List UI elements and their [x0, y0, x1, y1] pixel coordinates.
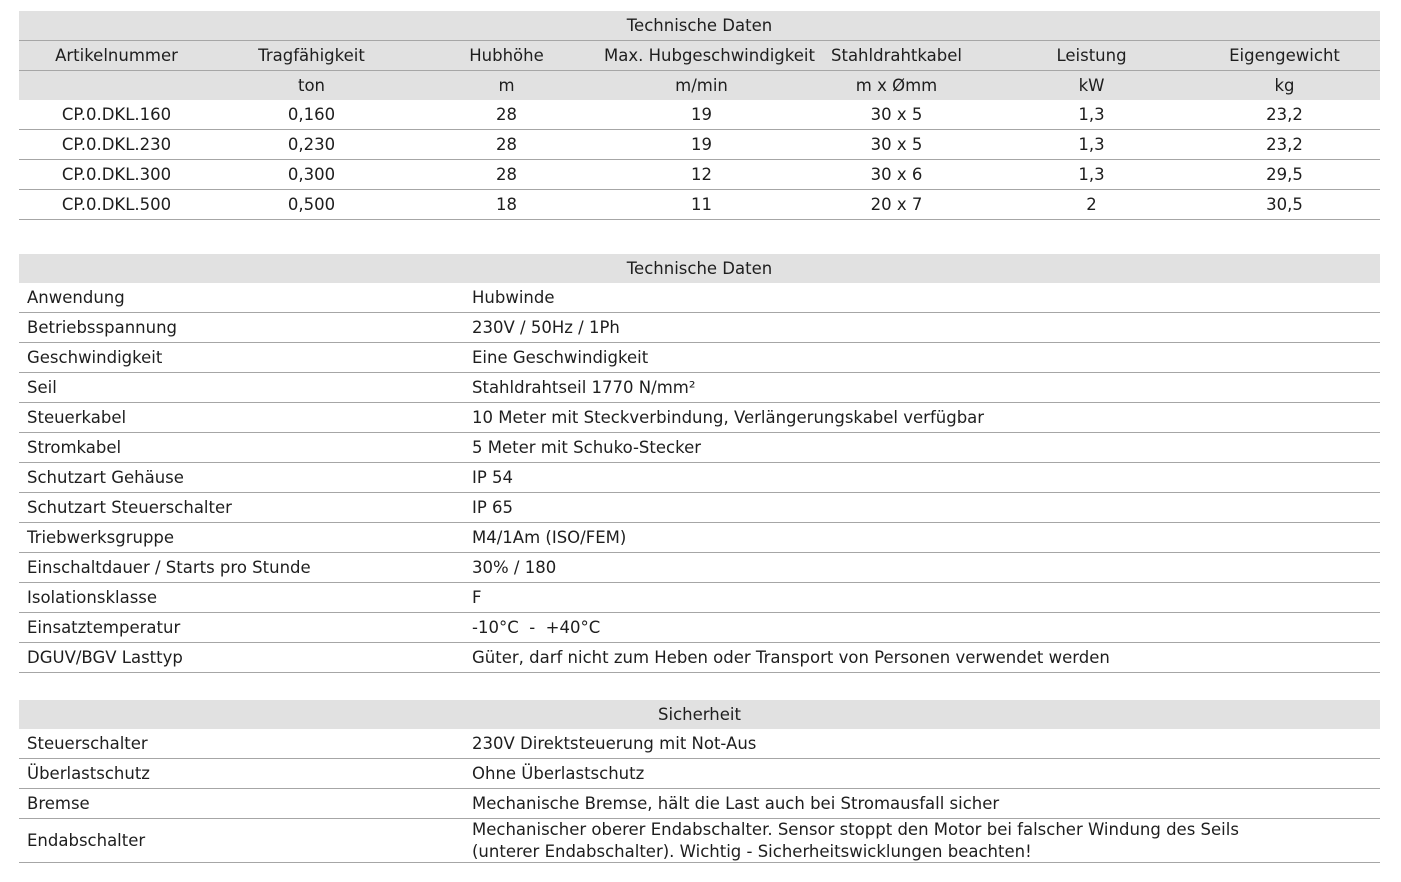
- cell-leistung: 1,3: [1078, 105, 1105, 124]
- safety-title: Sicherheit: [19, 700, 1380, 729]
- table-row: [19, 100, 1380, 130]
- cell-hubgeschwindigkeit: 11: [691, 195, 712, 214]
- table-row: [19, 583, 1380, 613]
- row-value: M4/1Am (ISO/FEM): [472, 528, 627, 547]
- header-eigengewicht: Eigengewicht: [1229, 46, 1340, 65]
- table-row: [19, 523, 1380, 553]
- unit-stahldrahtkabel: m x Ømm: [855, 76, 938, 95]
- cell-hubgeschwindigkeit: 12: [691, 165, 712, 184]
- row-label: Seil: [27, 378, 57, 397]
- cell-tragfaehigkeit: 0,300: [287, 165, 336, 184]
- specs-unit-row: [19, 71, 1380, 100]
- row-label: Einschaltdauer / Starts pro Stunde: [27, 558, 311, 577]
- cell-artikelnummer: CP.0.DKL.160: [61, 105, 172, 124]
- row-label: Steuerschalter: [27, 734, 148, 753]
- cell-hubgeschwindigkeit: 19: [691, 105, 712, 124]
- header-leistung: Leistung: [1056, 46, 1127, 65]
- row-label: Triebwerksgruppe: [27, 528, 175, 547]
- table-row: [19, 759, 1380, 789]
- unit-artikelnummer: [19, 71, 214, 100]
- header-tragfaehigkeit: Tragfähigkeit: [258, 46, 365, 65]
- row-label: Steuerkabel: [27, 408, 127, 427]
- table-row: [19, 403, 1380, 433]
- row-label: Bremse: [27, 794, 90, 813]
- table-row: [19, 493, 1380, 523]
- cell-artikelnummer: CP.0.DKL.300: [61, 165, 172, 184]
- row-value: Mechanischer oberer Endabschalter. Sensor stoppt den Motor bei falscher Windung des Seils (unterer Endabschalter). Wichtig - Sicherheitswicklungen beachten!: [472, 819, 1239, 861]
- row-value: -10°C - +40°C: [472, 618, 601, 637]
- row-label: Stromkabel: [27, 438, 122, 457]
- row-label: Schutzart Gehäuse: [27, 468, 184, 487]
- cell-hubhoehe: 28: [496, 165, 517, 184]
- row-label: Betriebsspannung: [27, 318, 178, 337]
- cell-eigengewicht: 29,5: [1266, 165, 1303, 184]
- table-row: [19, 130, 1380, 160]
- cell-eigengewicht: 23,2: [1266, 135, 1303, 154]
- row-value: Hubwinde: [472, 288, 555, 307]
- row-value: 230V / 50Hz / 1Ph: [472, 318, 620, 337]
- row-value: 30% / 180: [472, 558, 557, 577]
- table-row: [19, 553, 1380, 583]
- specs-table-title: Technische Daten: [19, 11, 1380, 40]
- cell-eigengewicht: 30,5: [1266, 195, 1303, 214]
- row-value: Stahldrahtseil 1770 N/mm²: [472, 378, 696, 397]
- row-label: Geschwindigkeit: [27, 348, 163, 367]
- unit-eigengewicht: kg: [1274, 76, 1295, 95]
- row-label: Anwendung: [27, 288, 125, 307]
- unit-hubhoehe: m: [498, 76, 515, 95]
- table-row: [19, 463, 1380, 493]
- cell-eigengewicht: 23,2: [1266, 105, 1303, 124]
- table-row: [19, 373, 1380, 403]
- header-hubgeschwindigkeit: Max. Hubgeschwindigkeit: [604, 46, 815, 65]
- row-value: F: [472, 588, 482, 607]
- unit-leistung: kW: [1078, 76, 1105, 95]
- cell-tragfaehigkeit: 0,230: [287, 135, 336, 154]
- table-row: [19, 613, 1380, 643]
- row-label: Isolationsklasse: [27, 588, 158, 607]
- unit-tragfaehigkeit: ton: [297, 76, 326, 95]
- row-label: Schutzart Steuerschalter: [27, 498, 232, 517]
- row-label: DGUV/BGV Lasttyp: [27, 648, 183, 667]
- table-row: [19, 343, 1380, 373]
- cell-leistung: 1,3: [1078, 165, 1105, 184]
- tech-data-table: [19, 254, 1380, 673]
- row-value: IP 54: [472, 468, 514, 487]
- cell-artikelnummer: CP.0.DKL.500: [61, 195, 172, 214]
- row-value: 10 Meter mit Steckverbindung, Verlängerungskabel verfügbar: [472, 408, 985, 427]
- row-value: Güter, darf nicht zum Heben oder Transport von Personen verwendet werden: [472, 648, 1110, 667]
- tech-data-title: Technische Daten: [19, 254, 1380, 283]
- cell-tragfaehigkeit: 0,500: [287, 195, 336, 214]
- specs-header-row: [19, 40, 1380, 71]
- table-row: [19, 789, 1380, 819]
- specs-table: [19, 11, 1380, 220]
- cell-stahldrahtkabel: 20 x 7: [870, 195, 923, 214]
- table-row: [19, 729, 1380, 759]
- cell-hubhoehe: 28: [496, 105, 517, 124]
- cell-tragfaehigkeit: 0,160: [287, 105, 336, 124]
- header-stahldrahtkabel: Stahldrahtkabel: [831, 46, 962, 65]
- cell-hubgeschwindigkeit: 19: [691, 135, 712, 154]
- cell-artikelnummer: CP.0.DKL.230: [61, 135, 172, 154]
- row-label: Einsatztemperatur: [27, 618, 181, 637]
- table-row: [19, 283, 1380, 313]
- unit-hubgeschwindigkeit: m/min: [675, 76, 728, 95]
- row-value: Mechanische Bremse, hält die Last auch bei Stromausfall sicher: [472, 794, 1000, 813]
- row-value: 230V Direktsteuerung mit Not-Aus: [472, 734, 757, 753]
- safety-table: [19, 700, 1380, 863]
- header-hubhoehe: Hubhöhe: [469, 46, 544, 65]
- cell-hubhoehe: 18: [496, 195, 517, 214]
- header-artikelnummer: Artikelnummer: [55, 46, 178, 65]
- table-row: [19, 643, 1380, 673]
- table-row: [19, 160, 1380, 190]
- row-value: IP 65: [472, 498, 514, 517]
- row-label: Endabschalter: [27, 830, 146, 850]
- cell-leistung: 2: [1086, 195, 1097, 214]
- row-label: Überlastschutz: [27, 764, 150, 783]
- table-row: [19, 313, 1380, 343]
- cell-stahldrahtkabel: 30 x 5: [870, 135, 923, 154]
- table-row: [19, 190, 1380, 220]
- row-value: Ohne Überlastschutz: [472, 764, 645, 783]
- row-value: 5 Meter mit Schuko-Stecker: [472, 438, 702, 457]
- table-row: [19, 433, 1380, 463]
- table-row: [19, 819, 1380, 863]
- cell-stahldrahtkabel: 30 x 6: [870, 165, 923, 184]
- cell-leistung: 1,3: [1078, 135, 1105, 154]
- row-value: Eine Geschwindigkeit: [472, 348, 649, 367]
- cell-hubhoehe: 28: [496, 135, 517, 154]
- cell-stahldrahtkabel: 30 x 5: [870, 105, 923, 124]
